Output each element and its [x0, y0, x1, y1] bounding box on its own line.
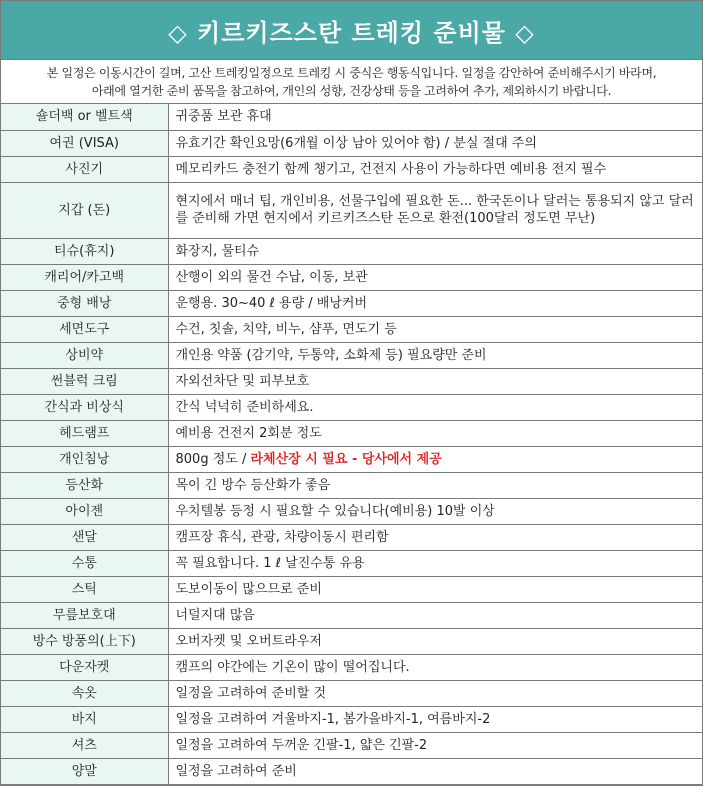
item-name-cell: 셔츠 [1, 732, 168, 758]
item-name-cell: 숄더백 or 벨트색 [1, 104, 168, 130]
table-row [1, 342, 702, 368]
table-row [1, 706, 702, 732]
item-description-cell [168, 628, 702, 654]
description-text: 화장지, 물티슈 [175, 243, 260, 259]
item-description-cell [168, 446, 702, 472]
table-row [1, 628, 702, 654]
description-text: 일정을 고려하여 두꺼운 긴팔-1, 얇은 긴팔-2 [175, 737, 428, 753]
item-description-cell [168, 706, 702, 732]
table-row [1, 420, 702, 446]
description-text: 도보이동이 많으므로 준비 [175, 581, 322, 597]
item-name-cell: 사진기 [1, 156, 168, 182]
item-description-cell [168, 602, 702, 628]
item-description-cell [168, 472, 702, 498]
item-description-cell [168, 550, 702, 576]
table-row [1, 654, 702, 680]
table-row [1, 602, 702, 628]
table-row [1, 680, 702, 706]
item-name-cell: 속옷 [1, 680, 168, 706]
item-description-cell [168, 680, 702, 706]
item-description-cell [168, 576, 702, 602]
description-text: 개인용 약품 (감기약, 두통약, 소화제 등) 필요량만 준비 [175, 347, 487, 363]
table-row [1, 732, 702, 758]
item-name-cell: 썬블럭 크림 [1, 368, 168, 394]
item-name-cell: 무릎보호대 [1, 602, 168, 628]
description-text: 캠프의 야간에는 기온이 많이 떨어집니다. [175, 659, 410, 675]
description-text: 운행용. 30~40 ℓ 용량 / 배낭커버 [175, 295, 368, 311]
table-row [1, 104, 702, 130]
description-text: 일정을 고려하여 준비 [175, 763, 297, 779]
table-row [1, 182, 702, 238]
item-name-cell: 캐리어/카고백 [1, 264, 168, 290]
description-text: 일정을 고려하여 준비할 것 [175, 685, 327, 701]
table-row [1, 130, 702, 156]
item-name-cell: 중형 배낭 [1, 290, 168, 316]
item-description-cell [168, 264, 702, 290]
item-description-cell [168, 238, 702, 264]
item-description-cell [168, 420, 702, 446]
item-description-cell [168, 156, 702, 182]
description-text: 수건, 칫솔, 치약, 비누, 샴푸, 면도기 등 [175, 321, 397, 337]
table-row [1, 472, 702, 498]
table-row [1, 264, 702, 290]
item-description-cell [168, 342, 702, 368]
table-row [1, 446, 702, 472]
item-name-cell: 세면도구 [1, 316, 168, 342]
item-name-cell: 지갑 (돈) [1, 182, 168, 238]
description-text: 너덜지대 많음 [175, 607, 255, 623]
description-text: 귀중품 보관 휴대 [175, 109, 272, 125]
description-text: 일정을 고려하여 겨울바지-1, 봄가을바지-1, 여름바지-2 [175, 711, 491, 727]
item-description-cell [168, 368, 702, 394]
item-description-cell [168, 654, 702, 680]
item-name-cell: 아이젠 [1, 498, 168, 524]
item-name-cell: 바지 [1, 706, 168, 732]
item-description-cell [168, 104, 702, 130]
item-name-cell: 헤드램프 [1, 420, 168, 446]
description-text: 간식 넉넉히 준비하세요. [175, 399, 314, 415]
item-description-cell [168, 758, 702, 784]
description-text: 우치텔봉 등정 시 필요할 수 있습니다(예비용) 10발 이상 [175, 503, 495, 519]
item-name-cell: 간식과 비상식 [1, 394, 168, 420]
item-name-cell: 티슈(휴지) [1, 238, 168, 264]
item-name-cell: 양말 [1, 758, 168, 784]
item-name-cell: 방수 방풍의(上下) [1, 628, 168, 654]
description-text: 목이 긴 방수 등산화가 좋음 [175, 477, 331, 493]
item-name-cell: 개인침낭 [1, 446, 168, 472]
table-row [1, 238, 702, 264]
table-row [1, 368, 702, 394]
item-name-cell: 상비약 [1, 342, 168, 368]
description-text: 800g 정도 / [175, 451, 251, 467]
table-row [1, 498, 702, 524]
description-text: 예비용 건전지 2회분 정도 [175, 425, 322, 441]
intro-line-1: 본 일정은 이동시간이 길며, 고산 트레킹일정으로 트레킹 시 중식은 행동식입니다. 일정을 감안하여 준비해주시기 바라며, [46, 66, 657, 80]
description-text: 오버자켓 및 오버트라우저 [175, 633, 322, 649]
table-row [1, 524, 702, 550]
table-row [1, 316, 702, 342]
item-description-cell [168, 182, 702, 238]
item-name-cell: 여권 (VISA) [1, 130, 168, 156]
table-row [1, 394, 702, 420]
table-row [1, 550, 702, 576]
description-text: 산행이 외의 물건 수납, 이동, 보관 [175, 269, 368, 285]
item-name-cell: 다운자켓 [1, 654, 168, 680]
table-row [1, 576, 702, 602]
table-row [1, 156, 702, 182]
item-name-cell: 등산화 [1, 472, 168, 498]
item-name-cell: 수통 [1, 550, 168, 576]
item-name-cell: 샌달 [1, 524, 168, 550]
description-text: 캠프장 휴식, 관광, 차량이동시 편리함 [175, 529, 389, 545]
intro-text [1, 60, 702, 104]
description-text: 꼭 필요합니다. 1 ℓ 날진수통 유용 [175, 555, 365, 571]
highlight-note: 라체산장 시 필요 - 당사에서 제공 [250, 451, 442, 467]
item-description-cell [168, 498, 702, 524]
item-description-cell [168, 290, 702, 316]
item-name-cell: 스틱 [1, 576, 168, 602]
packing-list-table [1, 104, 702, 785]
item-description-cell [168, 130, 702, 156]
description-text: 자외선차단 및 피부보호 [175, 373, 310, 389]
item-description-cell [168, 732, 702, 758]
description-text: 현지에서 매너 팁, 개인비용, 선물구입에 필요한 돈... 한국돈이나 달러는 통용되지 않고 달러를 준비해 가면 현지에서 키르키즈스탄 돈으로 환전(100달러 정도면 무난) [175, 194, 694, 226]
table-row [1, 290, 702, 316]
description-text: 유효기간 확인요망(6개월 이상 남아 있어야 함) / 분실 절대 주의 [175, 135, 537, 151]
intro-line-2: 아래에 열거한 준비 품목을 참고하여, 개인의 성향, 건강상태 등을 고려하여 추가, 제외하시기 바랍니다. [91, 84, 612, 98]
item-description-cell [168, 316, 702, 342]
description-text: 메모리카드 충전기 함께 챙기고, 건전지 사용이 가능하다면 예비용 전지 필수 [175, 161, 607, 177]
table-row [1, 758, 702, 784]
page-title: ◇ 키르키즈스탄 트레킹 준비물 ◇ [1, 1, 702, 60]
item-description-cell [168, 394, 702, 420]
item-description-cell [168, 524, 702, 550]
